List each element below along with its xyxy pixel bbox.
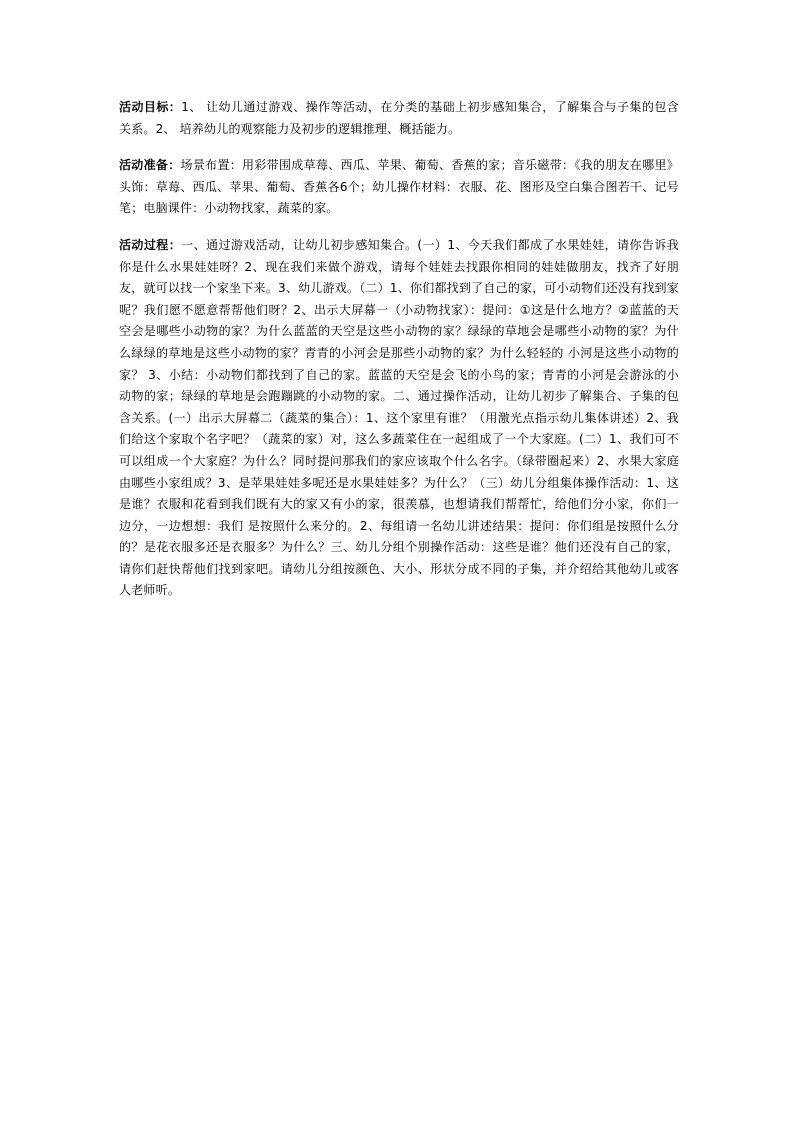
section-label-goals: 活动目标： <box>119 100 182 114</box>
section-label-process: 活动过程： <box>119 237 182 252</box>
paragraph-activity-goals <box>119 97 679 140</box>
paragraph-activity-process <box>119 235 679 602</box>
section-text-goals: 1、 让幼儿通过游戏、操作等活动，在分类的基础上初步感知集合，了解集合与子集的包含关系。2、 培养幼儿的观察能力及初步的逻辑推理、概括能力。 <box>119 100 679 136</box>
document-body <box>119 97 679 617</box>
section-text-process: 一、通过游戏活动，让幼儿初步感知集合。(一）1、今天我们都成了水果娃娃，请你告诉我你是什么水果娃娃呀？2、现在我们来做个游戏，请每个娃娃去找跟你相同的娃娃做朋友，找齐了好朋友，就可以找一个家坐下来。3、幼儿游戏。（二）1、你们都找到了自己的家，可小动物们还没有找到家呢？我们愿不愿意帮帮他们呀？2、出示大屏幕一（小动物找家）：提问：①这是什么地方？②蓝蓝的天空会是哪些小动物的家？为什么蓝蓝的天空是这些小动物的家？绿绿的草地会是哪些小动物的家？为什么绿绿的草地是这些小动物的家？青青的小河会是那些小动物的家？为什么轻轻的 小河是这些小动物的家？ 3、小结：小动物们都找到了自己的家。蓝蓝的天空是会飞的小鸟的家；青青的小河是会游泳的小动物的家；绿绿的草地是会跑蹦跳的小动物的家。二、通过操作活动，让幼儿初步了解集合、子集的包含关系。(一）出示大屏幕二（蔬菜的集合）：1、这个家里有谁？（用激光点指示幼儿集体讲述）2、我们给这个家取个名字吧？（蔬菜的家）对，这么多蔬菜住在一起组成了一个大家庭。(二）1、我们可不可以组成一个大家庭？为什么？同时提问那我们的家应该取个什么名字。（绿带圈起来）2、水果大家庭由哪些小家组成？3、是苹果娃娃多呢还是水果娃娃多？为什么？（三）幼儿分组集体操作活动：1、这是谁？衣服和花看到我们既有大的家又有小的家，很羡慕，也想请我们帮帮忙，给他们分小家，你们一边分，一边想想：我们 是按照什么来分的。2、每组请一名幼儿讲述结果：提问：你们组是按照什么分的？是花衣服多还是衣服多？为什么？三、幼儿分组个别操作活动：这些是谁？他们还没有自己的家，请你们赶快帮他们找到家吧。请幼儿分组按颜色、大小、形状分成不同的子集，并介绍给其他幼儿或客人老师听。 <box>119 237 679 598</box>
section-label-preparation: 活动准备： <box>119 158 181 173</box>
paragraph-activity-preparation <box>119 155 679 220</box>
section-text-preparation: 场景布置：用彩带围成草莓、西瓜、苹果、葡萄、香蕉的家；音乐磁带：《我的朋友在哪里》头饰：草莓、西瓜、苹果、葡萄、香蕉各6个；幼儿操作材料：衣服、花、图形及空白集合图若干、记号笔；电脑课件：小动物找家，蔬菜的家。 <box>119 158 679 216</box>
